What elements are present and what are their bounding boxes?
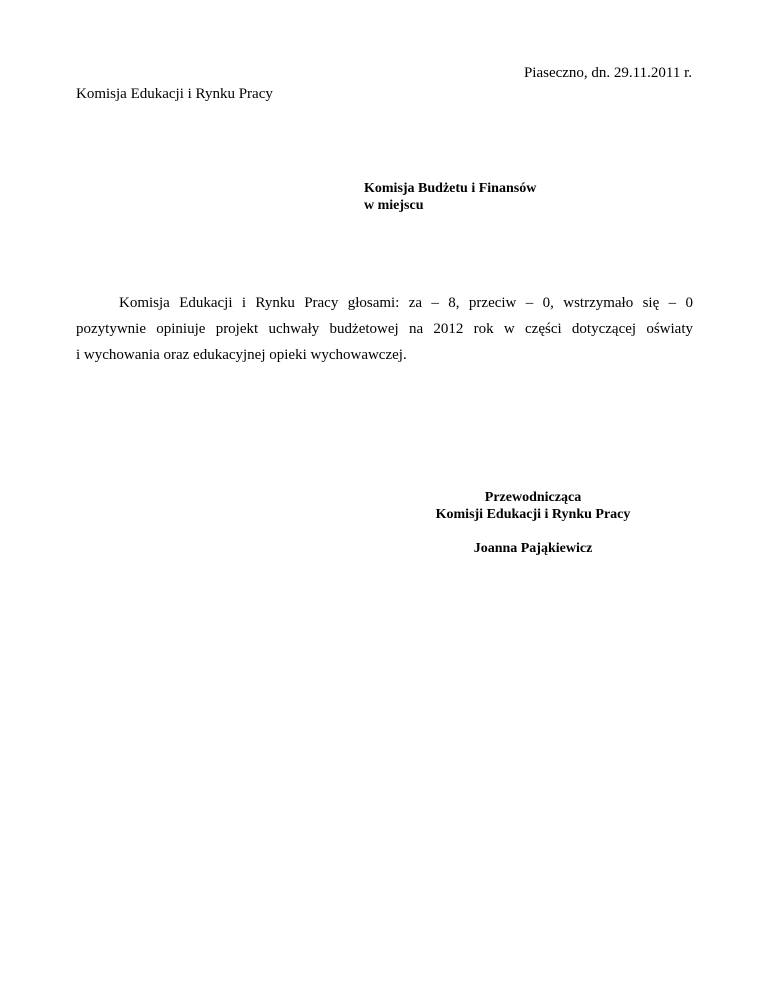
signature-committee: Komisji Edukacji i Rynku Pracy bbox=[435, 507, 631, 522]
recipient-block bbox=[364, 180, 536, 214]
letter-body bbox=[76, 290, 693, 368]
recipient-name: Komisja Budżetu i Finansów bbox=[364, 181, 537, 196]
body-line-3: i wychowania oraz edukacyjnej opieki wychowawczej. bbox=[76, 347, 407, 363]
body-line-1: Komisja Edukacji i Rynku Pracy głosami: za – 8, przeciw – 0, wstrzymało się – 0 bbox=[119, 295, 693, 311]
signature-name: Joanna Pająkiewicz bbox=[473, 541, 593, 556]
sender-committee: Komisja Edukacji i Rynku Pracy bbox=[76, 86, 273, 102]
body-line-2: pozytywnie opiniuje projekt uchwały budżetowej na 2012 rok w części dotyczącej oświaty bbox=[76, 321, 693, 337]
place-and-date: Piaseczno, dn. 29.11.2011 r. bbox=[523, 65, 692, 81]
recipient-location: w miejscu bbox=[364, 198, 424, 213]
signature-block bbox=[408, 489, 658, 557]
signature-title: Przewodnicząca bbox=[484, 490, 582, 505]
